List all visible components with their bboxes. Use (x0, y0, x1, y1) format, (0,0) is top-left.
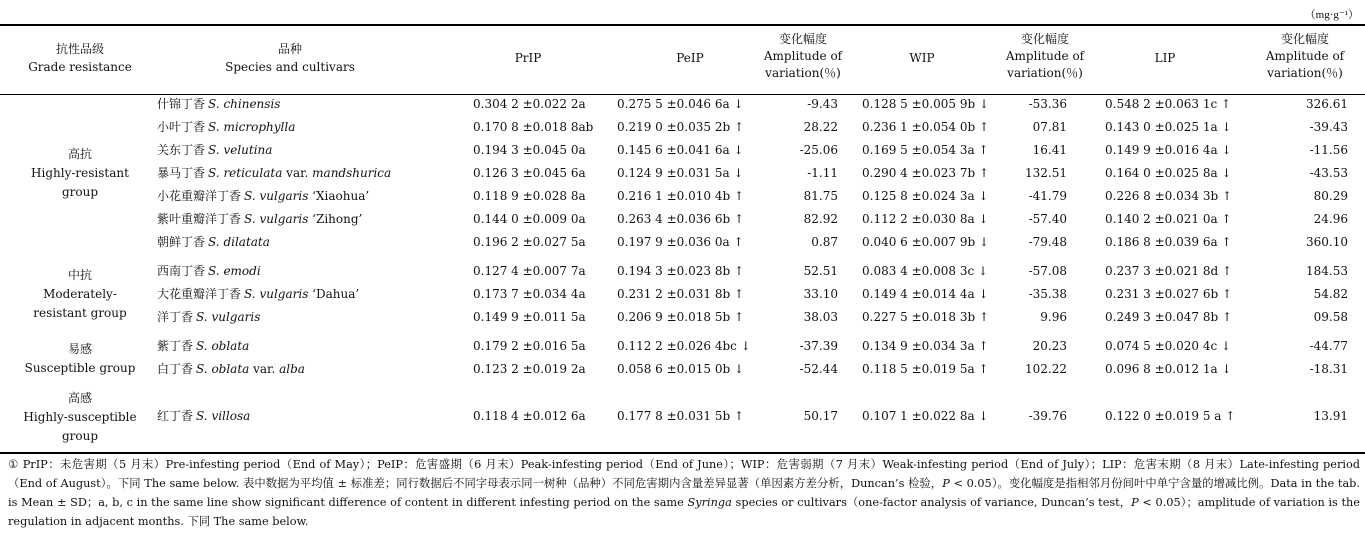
peip-cell: 0.231 2 ±0.031 8b ↑ (617, 287, 745, 301)
amplitude-cell: 52.51 (803, 264, 838, 278)
group-highly-susceptible: 高感 Highly-susceptible group (23, 391, 137, 443)
amplitude-cell: 360.10 (1306, 235, 1348, 249)
amplitude-cell: -41.79 (1028, 189, 1067, 203)
header-amplitude-1: 变化幅度 Amplitude of variation(％) (763, 32, 843, 80)
lip-cell: 0.164 0 ±0.025 8a ↓ (1105, 166, 1232, 180)
wip-cell: 0.169 5 ±0.054 3a ↑ (862, 143, 989, 157)
group-susceptible: 易感 Susceptible group (24, 342, 136, 375)
table-row (0, 405, 1365, 428)
peip-cell: 0.112 2 ±0.026 4bc ↓ (617, 339, 751, 353)
species-cell: 洋丁香 S. vulgaris (157, 310, 261, 324)
prip-cell: 0.123 2 ±0.019 2a (473, 362, 586, 376)
amplitude-cell: 28.22 (803, 120, 838, 134)
amplitude-cell: -53.36 (1028, 97, 1067, 111)
wip-cell: 0.149 4 ±0.014 4a ↓ (862, 287, 989, 301)
lip-cell: 0.186 8 ±0.039 6a ↑ (1105, 235, 1232, 249)
lip-cell: 0.237 3 ±0.021 8d ↑ (1105, 264, 1233, 278)
amplitude-cell: 16.41 (1032, 143, 1067, 157)
amplitude-cell: -1.11 (807, 166, 838, 180)
species-cell: 西南丁香 S. emodi (157, 264, 261, 278)
wip-cell: 0.227 5 ±0.018 3b ↑ (862, 310, 990, 324)
wip-cell: 0.107 1 ±0.022 8a ↓ (862, 409, 989, 423)
species-cell: 朝鲜丁香 S. dilatata (157, 235, 270, 249)
prip-cell: 0.118 9 ±0.028 8a (473, 189, 586, 203)
wip-cell: 0.083 4 ±0.008 3c ↓ (862, 264, 989, 278)
wip-cell: 0.134 9 ±0.034 3a ↑ (862, 339, 989, 353)
wip-cell: 0.112 2 ±0.030 8a ↓ (862, 212, 989, 226)
table-row (0, 208, 1365, 231)
amplitude-cell: 33.10 (803, 287, 838, 301)
peip-cell: 0.206 9 ±0.018 5b ↑ (617, 310, 745, 324)
amplitude-cell: 102.22 (1025, 362, 1067, 376)
amplitude-cell: 09.58 (1313, 310, 1348, 324)
amplitude-cell: 326.61 (1306, 97, 1348, 111)
species-cell: 紫丁香 S. oblata (157, 339, 250, 353)
amplitude-cell: 50.17 (803, 409, 838, 423)
lip-cell: 0.149 9 ±0.016 4a ↓ (1105, 143, 1232, 157)
group-highly-resistant: 高抗 Highly-resistant group (31, 147, 129, 199)
header-amplitude-3: 变化幅度 Amplitude of variation(％) (1265, 32, 1345, 80)
species-cell: 紫叶重瓣洋丁香 S. vulgaris ‘Zihong’ (157, 212, 363, 226)
table-footnote: ① PrIP：未危害期（5 月末）Pre-infesting period（End of May）；PeIP：危害盛期（6 月末）Peak-infesting period（End of June）；WIP：危害弱期（7 月末）Weak-infesting period（End of July）；LIP：危害末期（8 月末）Late-infesting period（End of August）。下同 The same below. 表中数据为平均值 ± 标准差；同行数据后不同字母表示同一树种（品种）不同危害期内含量差异显著（单因素方差分析，Duncan’s 检验，P < 0.05）。变化幅度是指相邻月份间叶中单宁含量的增减比例。Data in the tab. is Mean ± SD；a, b, c in the same line show significant difference of content in different infesting period on the same Syringa species or cultivars（one-factor analysis of variance, Duncan’s test，P < 0.05）；amplitude of variation is the regulation in adjacent months. 下同 The same below. (8, 458, 1361, 528)
prip-cell: 0.304 2 ±0.022 2a (473, 97, 586, 111)
header-lip: LIP (1154, 51, 1176, 65)
species-cell: 暴马丁香 S. reticulata var. mandshurica (157, 166, 392, 180)
wip-cell: 0.128 5 ±0.005 9b ↓ (862, 97, 990, 111)
table-bottom-rule (0, 452, 1365, 454)
peip-cell: 0.197 9 ±0.036 0a ↑ (617, 235, 744, 249)
amplitude-cell: 81.75 (803, 189, 838, 203)
table-row (0, 260, 1365, 283)
prip-cell: 0.196 2 ±0.027 5a (473, 235, 586, 249)
amplitude-cell: -25.06 (799, 143, 838, 157)
lip-cell: 0.143 0 ±0.025 1a ↓ (1105, 120, 1232, 134)
prip-cell: 0.179 2 ±0.016 5a (473, 339, 586, 353)
peip-cell: 0.058 6 ±0.015 0b ↓ (617, 362, 745, 376)
table-row (0, 335, 1365, 358)
lip-cell: 0.231 3 ±0.027 6b ↑ (1105, 287, 1233, 301)
lip-cell: 0.074 5 ±0.020 4c ↓ (1105, 339, 1232, 353)
amplitude-cell: 20.23 (1032, 339, 1067, 353)
peip-cell: 0.177 8 ±0.031 5b ↑ (617, 409, 745, 423)
unit-label: （mg·g⁻¹） (1304, 9, 1359, 21)
wip-cell: 0.040 6 ±0.007 9b ↓ (862, 235, 990, 249)
group-moderately-resistant: 中抗 Moderately- resistant group (33, 268, 127, 320)
amplitude-cell: -57.08 (1028, 264, 1067, 278)
peip-cell: 0.219 0 ±0.035 2b ↑ (617, 120, 745, 134)
amplitude-cell: -39.43 (1309, 120, 1348, 134)
prip-cell: 0.149 9 ±0.011 5a (473, 310, 586, 324)
amplitude-cell: 82.92 (803, 212, 838, 226)
amplitude-cell: -52.44 (799, 362, 838, 376)
wip-cell: 0.290 4 ±0.023 7b ↑ (862, 166, 990, 180)
wip-cell: 0.236 1 ±0.054 0b ↑ (862, 120, 990, 134)
lip-cell: 0.140 2 ±0.021 0a ↑ (1105, 212, 1232, 226)
lip-cell: 0.226 8 ±0.034 3b ↑ (1105, 189, 1233, 203)
amplitude-cell: 24.96 (1313, 212, 1348, 226)
table-row (0, 185, 1365, 208)
prip-cell: 0.170 8 ±0.018 8ab (473, 120, 594, 134)
amplitude-cell: -18.31 (1309, 362, 1348, 376)
header-wip: WIP (909, 51, 935, 65)
amplitude-cell: -57.40 (1028, 212, 1067, 226)
amplitude-cell: -11.56 (1309, 143, 1348, 157)
table-top-rule (0, 24, 1365, 26)
header-grade: 抗性品级 Grade resistance (28, 42, 132, 74)
header-peip: PeIP (676, 51, 704, 65)
species-cell: 小叶丁香 S. microphylla (157, 120, 296, 134)
lip-cell: 0.096 8 ±0.012 1a ↓ (1105, 362, 1232, 376)
peip-cell: 0.216 1 ±0.010 4b ↑ (617, 189, 745, 203)
table-row (0, 162, 1365, 185)
prip-cell: 0.127 4 ±0.007 7a (473, 264, 586, 278)
peip-cell: 0.275 5 ±0.046 6a ↓ (617, 97, 744, 111)
amplitude-cell: 184.53 (1306, 264, 1348, 278)
species-cell: 白丁香 S. oblata var. alba (157, 362, 305, 376)
lip-cell: 0.249 3 ±0.047 8b ↑ (1105, 310, 1233, 324)
lip-cell: 0.548 2 ±0.063 1c ↑ (1105, 97, 1232, 111)
amplitude-cell: 07.81 (1032, 120, 1067, 134)
amplitude-cell: -43.53 (1309, 166, 1348, 180)
amplitude-cell: -44.77 (1309, 339, 1348, 353)
species-cell: 小花重瓣洋丁香 S. vulgaris ‘Xiaohua’ (157, 189, 370, 203)
amplitude-cell: -35.38 (1028, 287, 1067, 301)
header-prip: PrIP (514, 51, 542, 65)
header-amplitude-2: 变化幅度 Amplitude of variation(％) (1005, 32, 1085, 80)
species-cell: 大花重瓣洋丁香 S. vulgaris ‘Dahua’ (157, 287, 360, 301)
amplitude-cell: -37.39 (799, 339, 838, 353)
table-row (0, 358, 1365, 381)
table-row (0, 116, 1365, 139)
peip-cell: 0.194 3 ±0.023 8b ↑ (617, 264, 745, 278)
amplitude-cell: -9.43 (807, 97, 838, 111)
species-cell: 什锦丁香 S. chinensis (157, 97, 281, 111)
species-cell: 红丁香 S. villosa (157, 409, 251, 423)
table-row (0, 283, 1365, 306)
amplitude-cell: 0.87 (811, 235, 838, 249)
prip-cell: 0.118 4 ±0.012 6a (473, 409, 586, 423)
prip-cell: 0.194 3 ±0.045 0a (473, 143, 586, 157)
amplitude-cell: 13.91 (1313, 409, 1348, 423)
wip-cell: 0.125 8 ±0.024 3a ↓ (862, 189, 989, 203)
amplitude-cell: 132.51 (1025, 166, 1067, 180)
table-row (0, 306, 1365, 329)
amplitude-cell: 54.82 (1313, 287, 1348, 301)
amplitude-cell: -39.76 (1028, 409, 1067, 423)
table-row (0, 93, 1365, 116)
header-species: 品种 Species and cultivars (225, 42, 355, 74)
amplitude-cell: 80.29 (1313, 189, 1348, 203)
table-row (0, 139, 1365, 162)
peip-cell: 0.263 4 ±0.036 6b ↑ (617, 212, 745, 226)
amplitude-cell: 38.03 (803, 310, 838, 324)
species-cell: 关东丁香 S. velutina (157, 143, 273, 157)
amplitude-cell: 9.96 (1040, 310, 1067, 324)
prip-cell: 0.126 3 ±0.045 6a (473, 166, 586, 180)
table-row (0, 231, 1365, 254)
prip-cell: 0.173 7 ±0.034 4a (473, 287, 586, 301)
lip-cell: 0.122 0 ±0.019 5 a ↑ (1105, 409, 1236, 423)
peip-cell: 0.124 9 ±0.031 5a ↓ (617, 166, 744, 180)
amplitude-cell: -79.48 (1028, 235, 1067, 249)
prip-cell: 0.144 0 ±0.009 0a (473, 212, 586, 226)
peip-cell: 0.145 6 ±0.041 6a ↓ (617, 143, 744, 157)
wip-cell: 0.118 5 ±0.019 5a ↑ (862, 362, 989, 376)
